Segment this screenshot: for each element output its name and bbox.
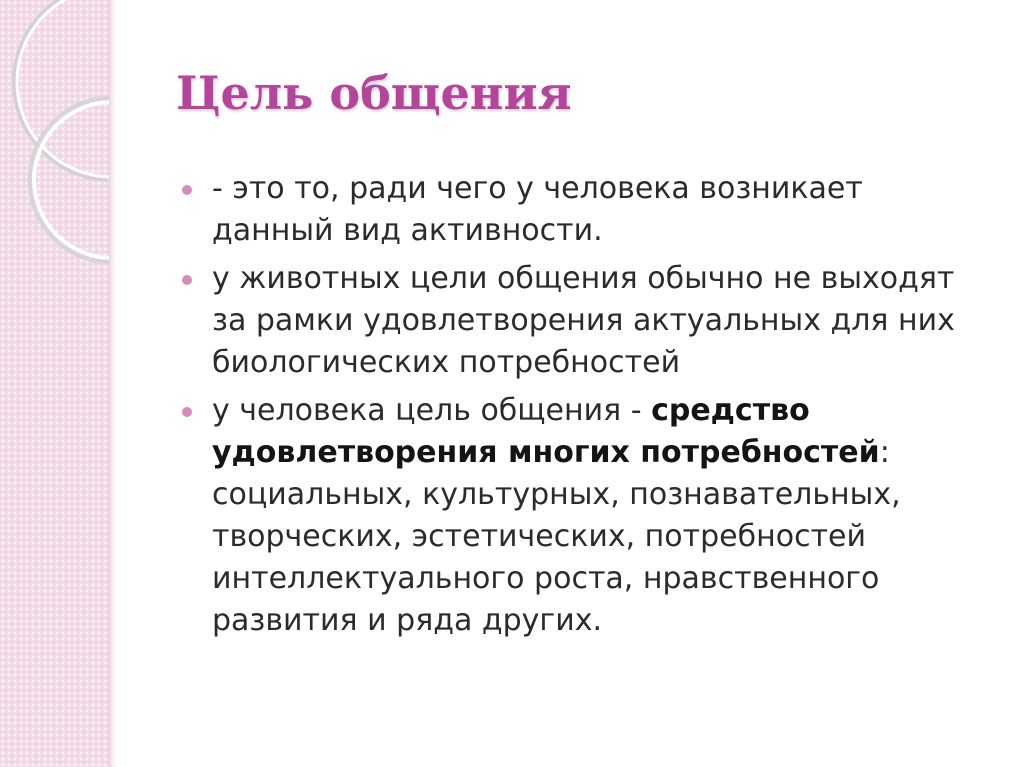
decorative-rings-icon — [0, 0, 112, 767]
bullet-text: - это то, ради чего у человека возникает данный вид активности. — [212, 171, 863, 248]
bullet-item-2 — [180, 258, 980, 384]
bullet-dot-icon — [182, 275, 192, 285]
decorative-ring-outer-shadow — [14, 0, 112, 180]
bullet-text-intro: у человека цель общения - — [212, 393, 652, 428]
bullet-dot-icon — [182, 407, 192, 417]
decorative-side-panel — [0, 0, 112, 767]
bullet-text-details: : социальных, культурных, познавательных, творческих, эстетических, потребностей интеллектуального роста, нравственного развития и ряда других. — [212, 435, 901, 638]
bullet-item-3 — [180, 390, 980, 642]
bullet-list — [180, 168, 980, 648]
bullet-dot-icon — [182, 185, 192, 195]
bullet-item-1 — [180, 168, 980, 252]
slide-title: Цель общения — [176, 66, 572, 120]
side-panel-edge — [109, 0, 115, 767]
bullet-text-emphasis: средство удовлетворения многих потребностей — [212, 393, 880, 470]
bullet-text: у животных цели общения обычно не выходят за рамки удовлетворения актуальных для них биологических потребностей — [212, 261, 955, 380]
